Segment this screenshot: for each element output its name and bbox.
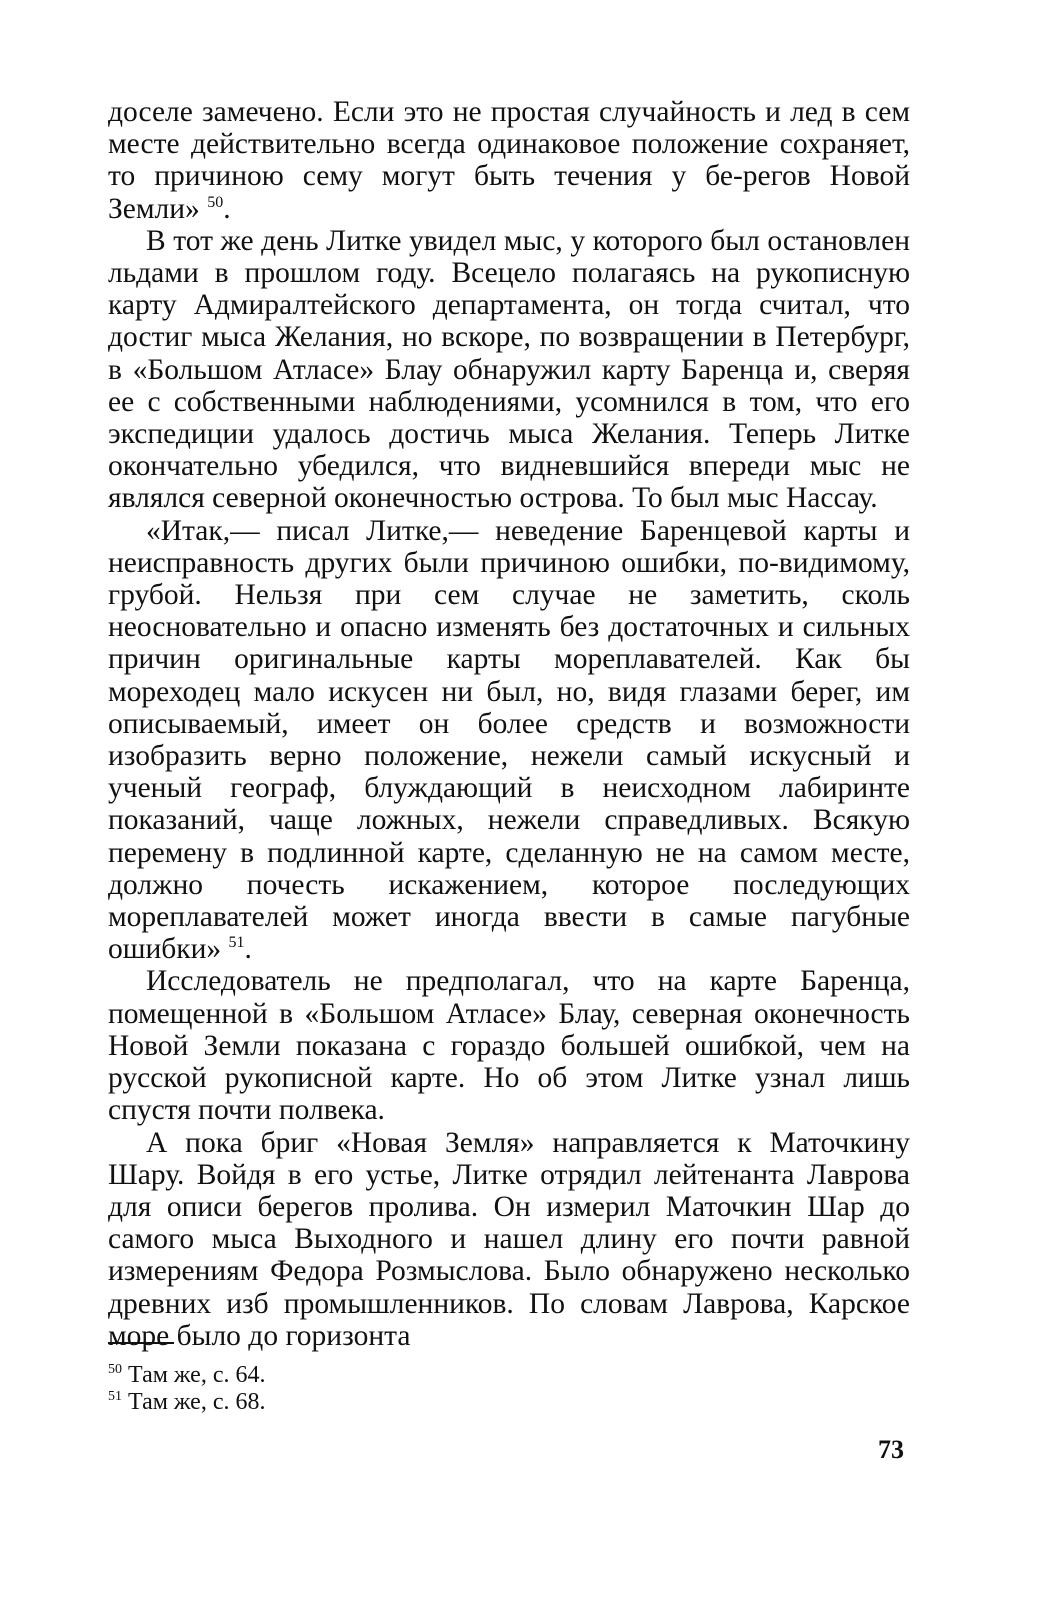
page-number: 73 [878, 1435, 904, 1464]
main-text [108, 96, 910, 1352]
footnote-51 [108, 1389, 608, 1416]
paragraph-4 [108, 965, 910, 1126]
paragraph-3 [108, 515, 910, 966]
paragraph-2 [108, 225, 910, 515]
paragraph-3-end: . [244, 933, 252, 966]
footnotes [108, 1362, 608, 1416]
paragraph-1-end: . [223, 192, 231, 225]
footnote-ref-51: 51 [228, 934, 245, 952]
footnote-mark: 50 [108, 1362, 122, 1377]
paragraph-2-text: В тот же день Литке увидел мыс, у которого был остановлен льдами в прошлом году. Всецело полагаясь на рукописную карту Адмиралтейского департамента, он тогда считал, что достиг мыса Желания, но вскоре, по возвращении в Петербург, в «Большом Атласе» Блау обнаружил карту Баренца и, сверяя ее с собственными наблюдениями, усомнился в том, что его экспедиции удалось достичь мыса Желания. Теперь Литке окончательно убедился, что видневшийся впереди мыс не являлся северной оконечностью острова. То был мыс Нассау. [108, 224, 910, 515]
footnote-text: Там же, с. 68. [128, 1389, 266, 1415]
paragraph-5-text: А пока бриг «Новая Земля» направляется к Маточкину Шару. Войдя в его устье, Литке отрядил лейтенанта Лаврова для описи берегов пролива. Он измерил Маточкин Шар до самого мыса Выходного и нашел длину его почти равной измерениям Федора Розмыслова. Было обнаружено несколько древних изб промышленников. По словам Лаврова, Карское море было до горизонта [108, 1126, 910, 1352]
paragraph-4-text: Исследователь не предполагал, что на карте Баренца, помещенной в «Большом Атласе» Блау, северная оконечность Новой Земли показана с гораздо большей ошибкой, чем на русской рукописной карте. Но об этом Литке узнал лишь спустя почти полвека. [108, 965, 910, 1127]
footnote-ref-50: 50 [207, 193, 224, 211]
footnote-text: Там же, с. 64. [128, 1362, 266, 1388]
footnote-divider [108, 1342, 174, 1344]
page-body [108, 96, 910, 1352]
paragraph-3-text: «Итак,— писал Литке,— неведение Баренцевой карты и неисправность других были причиною ошибки, по-видимому, грубой. Нельзя при сем случае не заметить, сколь неосновательно и опасно изменять без достаточных и сильных причин оригинальные карты мореплавателей. Как бы мореходец мало искусен ни был, но, видя глазами берег, им описываемый, имеет он более средств и возможности изобразить верно положение, нежели самый искусный и ученый географ, блуждающий в неисходном лабиринте показаний, чаще ложных, нежели справедливых. Всякую перемену в подлинной карте, сделанную не на самом месте, должно почесть искажением, которое последующих мореплавателей может иногда ввести в самые пагубные ошибки» [108, 514, 910, 966]
paragraph-1-text: доселе замечено. Если это не простая случайность и лед в сем месте действительно всегда одинаковое положение сохраняет, то причиною сему могут быть течения у бе-регов Новой Земли» [108, 96, 910, 225]
footnote-50 [108, 1362, 608, 1389]
paragraph-1 [108, 96, 910, 225]
footnote-mark: 51 [108, 1389, 122, 1404]
paragraph-5 [108, 1127, 910, 1352]
